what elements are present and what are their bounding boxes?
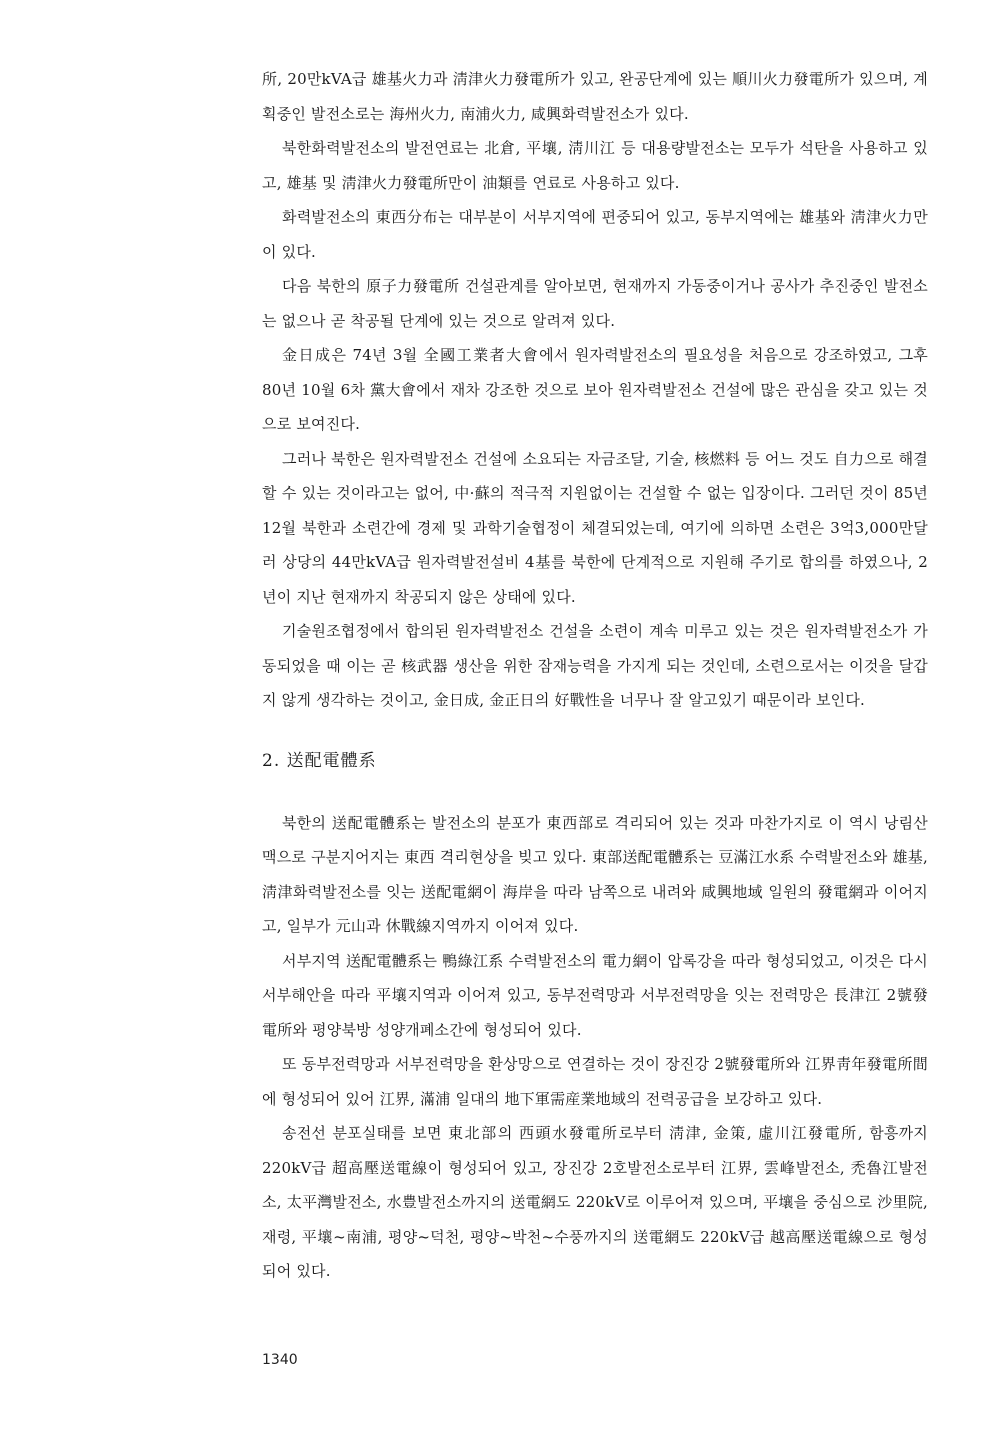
paragraph: 金日成은 74년 3월 全國工業者大會에서 원자력발전소의 필요성을 처음으로 강조하였고, 그후 80년 10월 6차 黨大會에서 재차 강조한 것으로 보아 원자력발전소 건설에 많은 관심을 갖고 있는 것으로 보여진다. (262, 346, 928, 433)
paragraph: 서부지역 送配電體系는 鴨綠江系 수력발전소의 電力網이 압록강을 따라 형성되었고, 이것은 다시 서부해안을 따라 平壤지역과 이어져 있고, 동부전력망과 서부전력망을 잇는 전력망은 長津江 2號發電所와 평양북방 성양개폐소간에 형성되어 있다. (262, 951, 928, 1039)
text-column (262, 62, 928, 1289)
paragraph: 기술원조협정에서 합의된 원자력발전소 건설을 소련이 계속 미루고 있는 것은 원자력발전소가 가동되었을 때 이는 곧 核武器 생산을 위한 잠재능력을 가지게 되는 것인데, 소련으로서는 이것을 달갑지 않게 생각하는 것이고, 金日成, 金正日의 好戰性을 너무나 잘 알고있기 때문이라 보인다. (262, 622, 928, 709)
body-text-bottom (262, 806, 928, 1289)
paragraph: 송전선 분포실태를 보면 東北部의 西頭水發電所로부터 淸津, 金策, 虛川江發電所, 함흥까지 220kV급 超高壓送電線이 형성되어 있고, 장진강 2호발전소로부터 江界, 雲峰발전소, 禿魯江발전소, 太平灣발전소, 水豊발전소까지의 送電網도 220kV로 이루어져 있으며, 平壤을 중심으로 沙里院, 재령, 平壤~南浦, 평양~덕천, 평양~박천~수풍까지의 送電網도 220kV급 越高壓送電線으로 형성되어 있다. (262, 1124, 928, 1280)
section-heading: 2. 送配電體系 (262, 750, 377, 771)
paragraph: 북한의 送配電體系는 발전소의 분포가 東西部로 격리되어 있는 것과 마찬가지로 이 역시 낭림산맥으로 구분지어지는 東西 격리현상을 빚고 있다. 東部送配電體系는 豆滿江水系 수력발전소와 雄基, 淸津화력발전소를 잇는 送配電網이 海岸을 따라 남쪽으로 내려와 咸興地域 일원의 發電網과 이어지고, 일부가 元山과 休戰線지역까지 이어져 있다. (262, 813, 928, 935)
paragraph: 所, 20만kVA급 雄基火力과 淸津火力發電所가 있고, 완공단계에 있는 順川火力發電所가 있으며, 계획중인 발전소로는 海州火力, 南浦火力, 咸興화력발전소가 있다. (262, 70, 928, 123)
paragraph: 그러나 북한은 원자력발전소 건설에 소요되는 자금조달, 기술, 核燃料 등 어느 것도 自力으로 해결할 수 있는 것이라고는 없어, 中·蘇의 적극적 지원없이는 건설할 수 없는 입장이다. 그러던 것이 85년 12월 북한과 소련간에 경제 및 과학기술협정이 체결되었는데, 여기에 의하면 소련은 3억3,000만달러 상당의 44만kVA급 원자력발전설비 4基를 북한에 단계적으로 지원해 주기로 합의를 하였으나, 2년이 지난 현재까지 착공되지 않은 상태에 있다. (262, 449, 928, 606)
paragraph: 또 동부전력망과 서부전력망을 환상망으로 연결하는 것이 장진강 2號發電所와 江界靑年發電所間에 형성되어 있어 江界, 滿浦 일대의 地下軍需産業地域의 전력공급을 보강하고 있다. (262, 1055, 928, 1108)
paragraph: 화력발전소의 東西分布는 대부분이 서부지역에 편중되어 있고, 동부지역에는 雄基와 淸津火力만이 있다. (262, 208, 928, 261)
paragraph: 북한화력발전소의 발전연료는 北倉, 平壤, 淸川江 등 대용량발전소는 모두가 석탄을 사용하고 있고, 雄基 및 淸津火力發電所만이 油類를 연료로 사용하고 있다. (262, 139, 928, 192)
paragraph: 다음 북한의 原子力發電所 건설관계를 알아보면, 현재까지 가동중이거나 공사가 추진중인 발전소는 없으나 곧 착공될 단계에 있는 것으로 알려져 있다. (262, 277, 928, 330)
body-text-top (262, 62, 928, 718)
page-number: 1340 (262, 1352, 298, 1368)
